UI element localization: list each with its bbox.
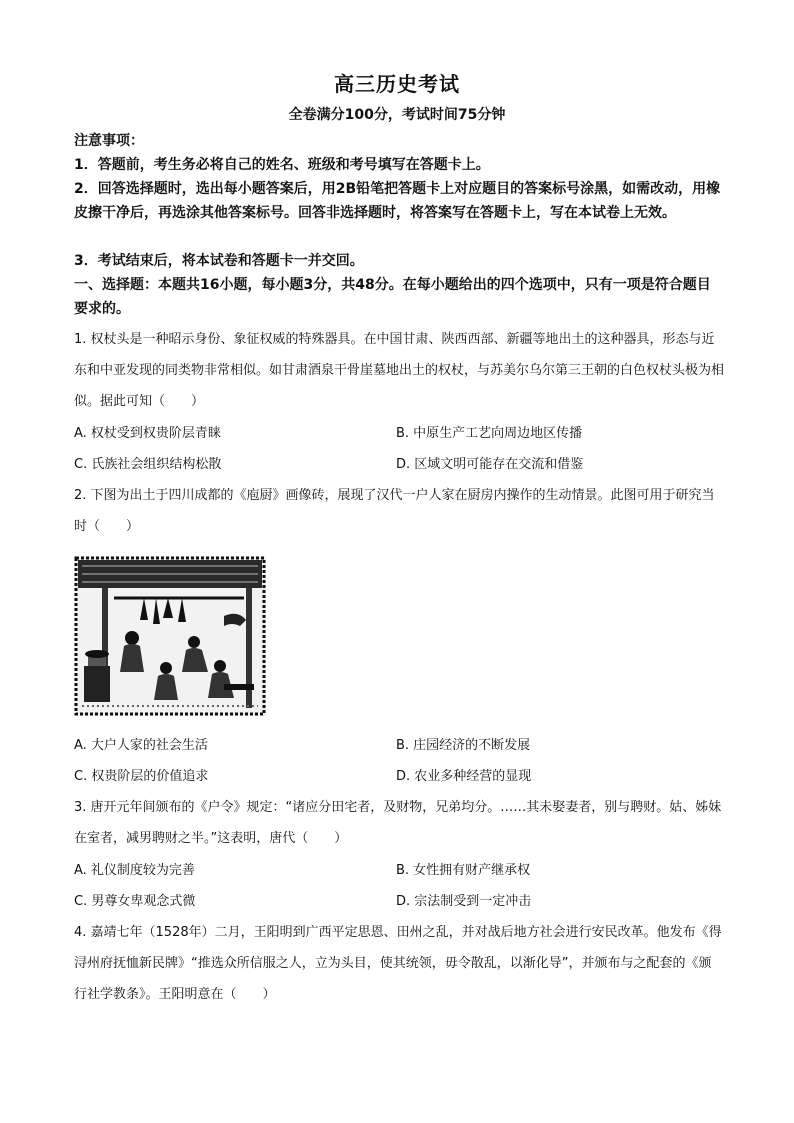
question-1-option-a: A. 权杖受到权贵阶层青睐 [74,426,221,441]
question-2-option-b: B. 庄园经济的不断发展 [396,738,531,753]
question-2-stem: 2. 下图为出土于四川成都的《庖厨》画像砖，展现了汉代一户人家在厨房内操作的生动情景。此图可用于研究当时（ ） [74,488,715,534]
question-3-option-c: C. 男尊女卑观念式微 [74,894,196,909]
notice-item-2: 2．回答选择题时，选出每小题答案后，用2B铅笔把答题卡上对应题目的答案标号涂黑，如需改动，用橡皮擦干净后，再选涂其他答案标号。回答非选择题时，将答案写在答题卡上，写在本试卷上无效。 [74,181,721,221]
exam-subtitle: 全卷满分100分，考试时间75分钟 [288,107,506,123]
question-1-stem: 1. 权杖头是一种昭示身份、象征权威的特殊器具。在中国甘肃、陕西西部、新疆等地出土的这种器具，形态与近东和中亚发现的同类物非常相似。如甘肃酒泉干骨崖墓地出土的权杖，与苏美尔乌尔第三王朝的白色权杖头极为相似。据此可知（ ） [74,332,725,409]
question-1-option-b: B. 中原生产工艺向周边地区传播 [396,426,583,441]
notice-item-1: 1．答题前，考生务必将自己的姓名、班级和考号填写在答题卡上。 [74,157,490,173]
notice-item-3: 3．考试结束后，将本试卷和答题卡一并交回。 [74,253,364,269]
question-2-option-c: C. 权贵阶层的价值追求 [74,769,209,784]
kitchen-scene-illustration [74,556,266,716]
exam-title: 高三历史考试 [334,72,460,96]
section-heading: 一、选择题：本题共16小题，每小题3分，共48分。在每小题给出的四个选项中，只有一项是符合题目要求的。 [74,277,711,317]
question-4-stem: 4. 嘉靖七年（1528年）二月，王阳明到广西平定思恩、田州之乱，并对战后地方社会进行安民改革。他发布《得浔州府抚恤新民牌》“推选众所信服之人，立为头目，使其统领，毋令散乱，以渐化导”，并颁布与之配套的《颁行社学教条》。王阳明意在（ ） [74,925,722,1002]
question-2-option-d: D. 农业多种经营的显现 [396,769,532,784]
paochu-brick-image [74,556,266,716]
notice-heading: 注意事项： [74,133,144,149]
question-1-option-c: C. 氏族社会组织结构松散 [74,457,222,472]
question-2-option-a: A. 大户人家的社会生活 [74,738,208,753]
question-3-option-a: A. 礼仪制度较为完善 [74,863,195,878]
question-1-option-d: D. 区域文明可能存在交流和借鉴 [396,457,584,472]
question-3-stem: 3. 唐开元年间颁布的《户令》规定：“诸应分田宅者，及财物，兄弟均分。……其未娶妻者，别与聘财。姑、姊妹在室者，减男聘财之半。”这表明，唐代（ ） [74,800,722,846]
question-3-option-d: D. 宗法制受到一定冲击 [396,894,532,909]
question-3-option-b: B. 女性拥有财产继承权 [396,863,531,878]
